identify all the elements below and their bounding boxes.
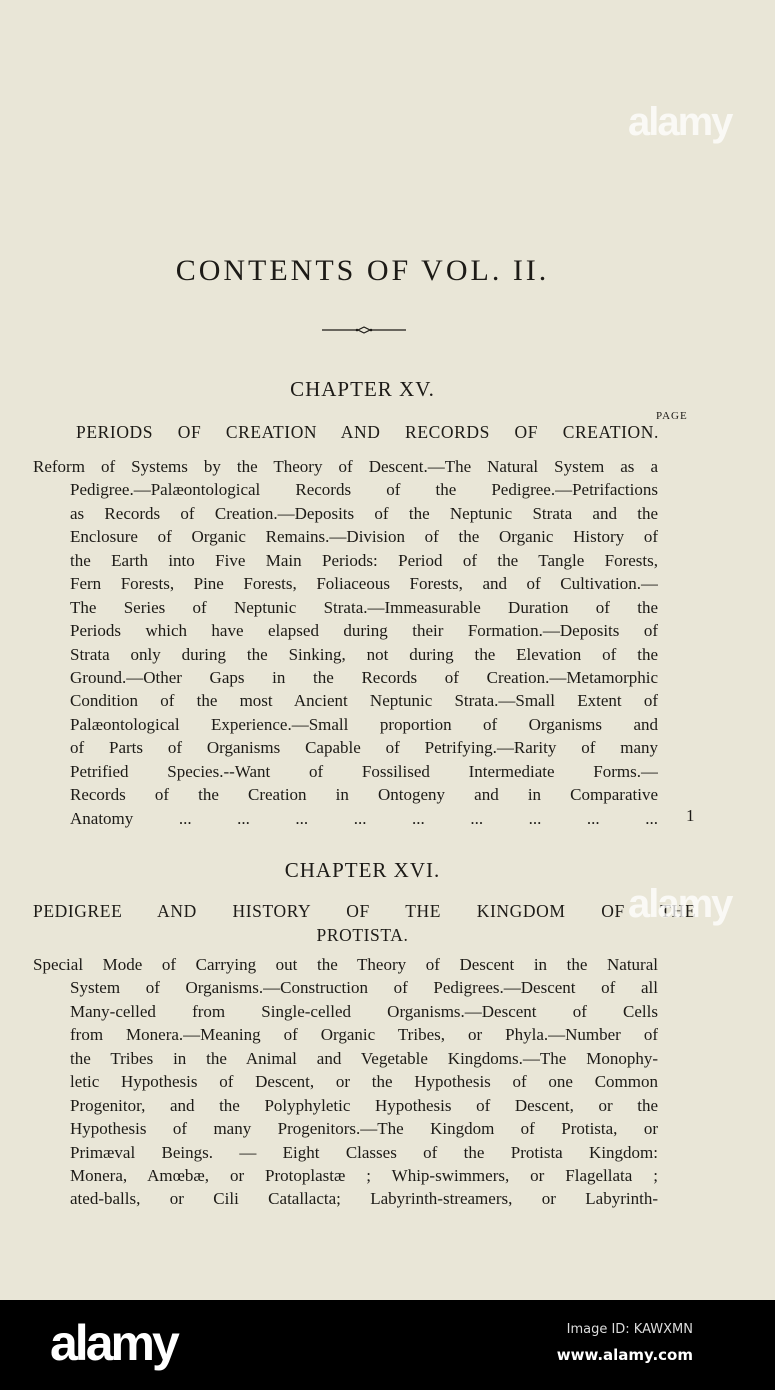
- chapter-xvi-title: CHAPTER XVI.: [284, 858, 441, 882]
- image-id: Image ID: KAWXMN: [566, 1322, 693, 1337]
- watermark-logo: alamy: [628, 882, 732, 926]
- chapter-xv-heading: PERIODS OF CREATION AND RECORDS OF CREATION.: [76, 422, 659, 442]
- summary-line: Pedigree.—Palæontological Records of the Pedigree.—Petrifactions: [70, 480, 658, 500]
- summary-line: The Series of Neptunic Strata.—Immeasurable Duration of the: [70, 597, 658, 617]
- chapter-xv-summary: [33, 455, 658, 830]
- summary-line: Monera, Amœbæ, or Protoplastæ ; Whip-swimmers, or Flagellata ;: [70, 1165, 658, 1185]
- site-url: www.alamy.com: [556, 1346, 693, 1364]
- chapter-xvi-heading: PROTISTA.: [316, 925, 409, 945]
- summary-line: Reform of Systems by the Theory of Descent.—The Natural System as a: [33, 457, 658, 476]
- summary-line: Anatomy ... ... ... ... ... ... ... ... ...: [70, 808, 658, 828]
- watermark-logo: alamy: [628, 100, 732, 144]
- summary-line: Many-celled from Single-celled Organisms.—Descent of Cells: [70, 1001, 658, 1021]
- summary-line: System of Organisms.—Construction of Pedigrees.—Descent of all: [70, 978, 658, 998]
- summary-line: as Records of Creation.—Deposits of the Neptunic Strata and the: [70, 503, 658, 523]
- summary-line: Records of the Creation in Ontogeny and in Comparative: [70, 785, 658, 805]
- summary-line: Palæontological Experience.—Small proportion of Organisms and: [70, 714, 658, 734]
- summary-line: Hypothesis of many Progenitors.—The Kingdom of Protista, or: [70, 1119, 658, 1139]
- footer-bar: [0, 1300, 775, 1390]
- summary-line: Primæval Beings. — Eight Classes of the Protista Kingdom:: [70, 1142, 658, 1162]
- summary-line: Enclosure of Organic Remains.—Division of the Organic History of: [70, 527, 658, 547]
- summary-line: the Earth into Five Main Periods: Period of the Tangle Forests,: [70, 550, 658, 570]
- summary-line: Progenitor, and the Polyphyletic Hypothesis of Descent, or the: [70, 1095, 658, 1115]
- summary-line: from Monera.—Meaning of Organic Tribes, or Phyla.—Number of: [70, 1025, 658, 1045]
- alamy-logo: alamy: [50, 1315, 177, 1371]
- page-title: CONTENTS OF VOL. II.: [175, 254, 550, 287]
- chapter-xv-title: CHAPTER XV.: [290, 377, 435, 401]
- summary-line: the Tribes in the Animal and Vegetable Kingdoms.—The Monophy-: [70, 1048, 658, 1068]
- summary-line: Petrified Species.--Want of Fossilised Intermediate Forms.—: [70, 761, 658, 781]
- summary-line: Special Mode of Carrying out the Theory of Descent in the Natural: [33, 955, 658, 974]
- page-column-label: PAGE: [656, 410, 688, 422]
- summary-line: Condition of the most Ancient Neptunic Strata.—Small Extent of: [70, 691, 658, 711]
- summary-line: Ground.—Other Gaps in the Records of Creation.—Metamorphic: [70, 667, 658, 687]
- summary-line: ated-balls, or Cili Catallacta; Labyrinth-streamers, or Labyrinth-: [70, 1189, 658, 1209]
- ornament-divider: [322, 325, 406, 335]
- summary-line: letic Hypothesis of Descent, or the Hypothesis of one Common: [70, 1072, 658, 1092]
- summary-line: of Parts of Organisms Capable of Petrifying.—Rarity of many: [70, 738, 658, 758]
- summary-line: Fern Forests, Pine Forests, Foliaceous Forests, and of Cultivation.—: [70, 574, 658, 594]
- chapter-xvi-summary: [33, 953, 658, 1211]
- chapter-xvi-heading: PEDIGREE AND HISTORY OF THE KINGDOM OF THE: [33, 901, 696, 921]
- summary-line: Periods which have elapsed during their Formation.—Deposits of: [70, 621, 658, 641]
- summary-line: Strata only during the Sinking, not during the Elevation of the: [70, 644, 658, 664]
- page-number: 1: [686, 806, 695, 825]
